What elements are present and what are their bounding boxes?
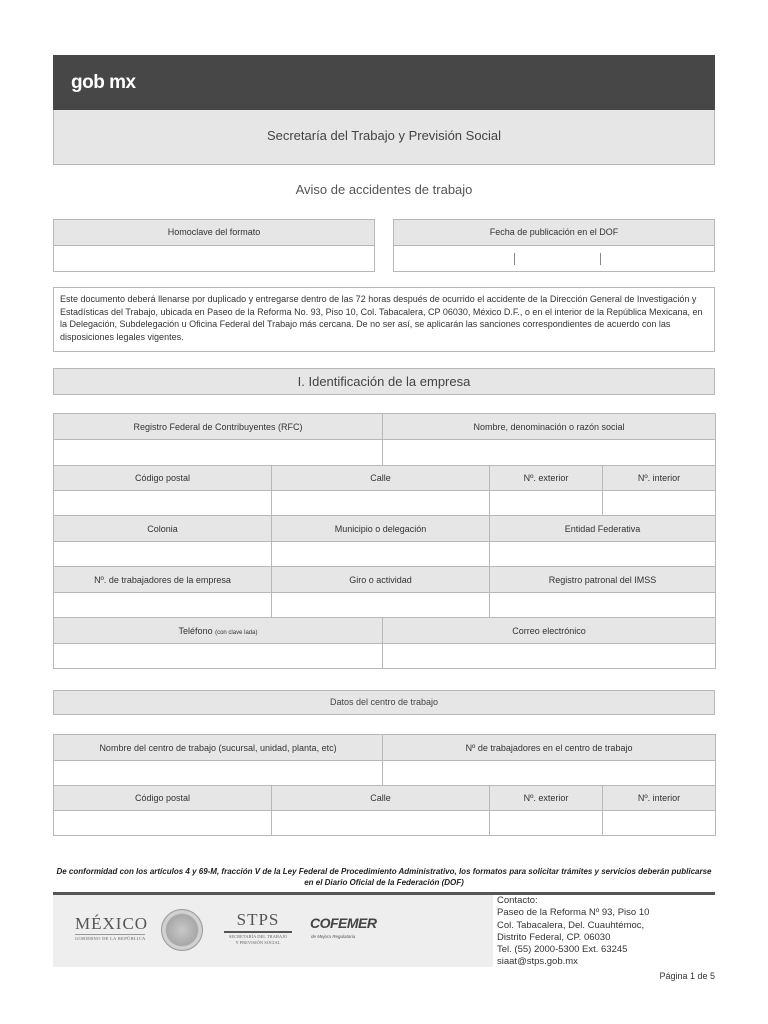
telefono-field[interactable] xyxy=(54,644,383,669)
centro-trabajadores-label: Nº de trabajadores en el centro de trabajo xyxy=(383,735,716,761)
correo-field[interactable] xyxy=(383,644,716,669)
stps-logo-text: STPS xyxy=(236,910,280,929)
stps-logo-sub1: SECRETARÍA DEL TRABAJO xyxy=(228,934,288,939)
empresa-table xyxy=(53,413,716,669)
centro-nombre-label: Nombre del centro de trabajo (sucursal, unidad, planta, etc) xyxy=(54,735,383,761)
centro-calle-field[interactable] xyxy=(272,811,490,836)
no-exterior-label: Nº. exterior xyxy=(490,466,603,491)
stps-logo-sub2: Y PREVISIÓN SOCIAL xyxy=(235,940,281,945)
calle-field[interactable] xyxy=(272,491,490,516)
mexico-logo-subtitle: GOBIERNO DE LA REPÚBLICA xyxy=(75,936,146,941)
centro-no-exterior-field[interactable] xyxy=(490,811,603,836)
entidad-federativa-label: Entidad Federativa xyxy=(490,516,716,542)
colonia-label: Colonia xyxy=(54,516,272,542)
homoclave-label: Homoclave del formato xyxy=(54,220,374,246)
contact-address-line: Col. Tabacalera, Del. Cuauhtémoc, xyxy=(497,919,645,931)
giro-actividad-field[interactable] xyxy=(272,593,490,618)
giro-actividad-label: Giro o actividad xyxy=(272,567,490,593)
no-interior-field[interactable] xyxy=(603,491,716,516)
telefono-label-text: Teléfono xyxy=(178,625,213,636)
rfc-field[interactable] xyxy=(54,440,383,466)
header-banner xyxy=(53,55,715,110)
date-separator xyxy=(514,253,515,265)
gobmx-logo[interactable]: gob mx xyxy=(71,72,136,93)
contact-heading: Contacto: xyxy=(497,895,538,906)
municipio-label: Municipio o delegación xyxy=(272,516,490,542)
date-separator xyxy=(600,253,601,265)
stps-logo-rule xyxy=(224,931,292,933)
secretaria-title: Secretaría del Trabajo y Previsión Social xyxy=(53,110,715,165)
homoclave-field[interactable] xyxy=(54,246,374,272)
fecha-dof-box xyxy=(393,219,715,272)
razon-social-field[interactable] xyxy=(383,440,716,466)
notice-text: Este documento deberá llenarse por duplicado y entregarse dentro de las 72 horas después de ocurrido el accidente de la Dirección General de Investigación y Estadísticas del Trabajo, ubicada en Paseo de la Reforma No. 93, Piso 10, Col. Tabacalera, CP 06030, México D.F., o en el interior de la República Mexicana, en la Delegación, Subdelegación u Oficina Federal del Trabajo más cercana. De no ser así, se aplicarán las sanciones correspondientes de acuerdo con las disposiciones legales vigentes. xyxy=(53,287,715,352)
entidad-federativa-field[interactable] xyxy=(490,542,716,567)
contact-address-line: Paseo de la Reforma Nº 93, Piso 10 xyxy=(497,907,650,919)
num-trabajadores-field[interactable] xyxy=(54,593,272,618)
no-exterior-field[interactable] xyxy=(490,491,603,516)
form-title: Aviso de accidentes de trabajo xyxy=(295,182,473,197)
fecha-dof-field[interactable] xyxy=(394,246,714,272)
centro-cp-label: Código postal xyxy=(54,786,272,811)
contact-phone: Tel. (55) 2000-5300 Ext. 63245 xyxy=(497,944,628,956)
num-trabajadores-label: Nº. de trabajadores de la empresa xyxy=(54,567,272,593)
colonia-field[interactable] xyxy=(54,542,272,567)
centro-trabajadores-field[interactable] xyxy=(383,761,716,786)
codigo-postal-label: Código postal xyxy=(54,466,272,491)
no-interior-label: Nº. interior xyxy=(603,466,716,491)
centro-no-interior-label: Nº. interior xyxy=(603,786,716,811)
registro-imss-field[interactable] xyxy=(490,593,716,618)
municipio-field[interactable] xyxy=(272,542,490,567)
calle-label: Calle xyxy=(272,466,490,491)
legal-notice: De conformidad con los artículos 4 y 69-M, fracción V de la Ley Federal de Procedimiento Administrativo, los formatos para solicitar trámites y servicios deberán publicarse en el Diario Oficial de la Federación (DOF) xyxy=(56,867,712,887)
telefono-label xyxy=(54,618,383,644)
cofemer-logo: COFEMER xyxy=(310,915,377,931)
centro-cp-field[interactable] xyxy=(54,811,272,836)
correo-label: Correo electrónico xyxy=(383,618,716,644)
homoclave-box xyxy=(53,219,375,272)
centro-trabajo-table xyxy=(53,734,716,836)
section-2-title: Datos del centro de trabajo xyxy=(53,690,715,715)
centro-nombre-field[interactable] xyxy=(54,761,383,786)
page-number: Página 1 de 5 xyxy=(659,971,715,981)
razon-social-label: Nombre, denominación o razón social xyxy=(383,414,716,440)
codigo-postal-field[interactable] xyxy=(54,491,272,516)
mexico-logo: MÉXICO xyxy=(75,914,149,933)
cofemer-logo-subtitle: de Mejora Regulatoria xyxy=(311,934,356,939)
registro-imss-label: Registro patronal del IMSS xyxy=(490,567,716,593)
contact-block xyxy=(497,895,649,969)
telefono-note: (con clave lada) xyxy=(215,629,258,636)
contact-email[interactable]: siaat@stps.gob.mx xyxy=(497,956,578,968)
section-1-title: I. Identificación de la empresa xyxy=(53,368,715,395)
centro-calle-label: Calle xyxy=(272,786,490,811)
centro-no-exterior-label: Nº. exterior xyxy=(490,786,603,811)
stps-logo xyxy=(218,910,298,946)
centro-no-interior-field[interactable] xyxy=(603,811,716,836)
contact-address-line: Distrito Federal, CP. 06030 xyxy=(497,931,611,943)
mexico-logo-rule xyxy=(75,934,145,935)
national-seal-icon xyxy=(161,909,203,951)
rfc-label: Registro Federal de Contribuyentes (RFC) xyxy=(54,414,383,440)
fecha-dof-label: Fecha de publicación en el DOF xyxy=(394,220,714,246)
